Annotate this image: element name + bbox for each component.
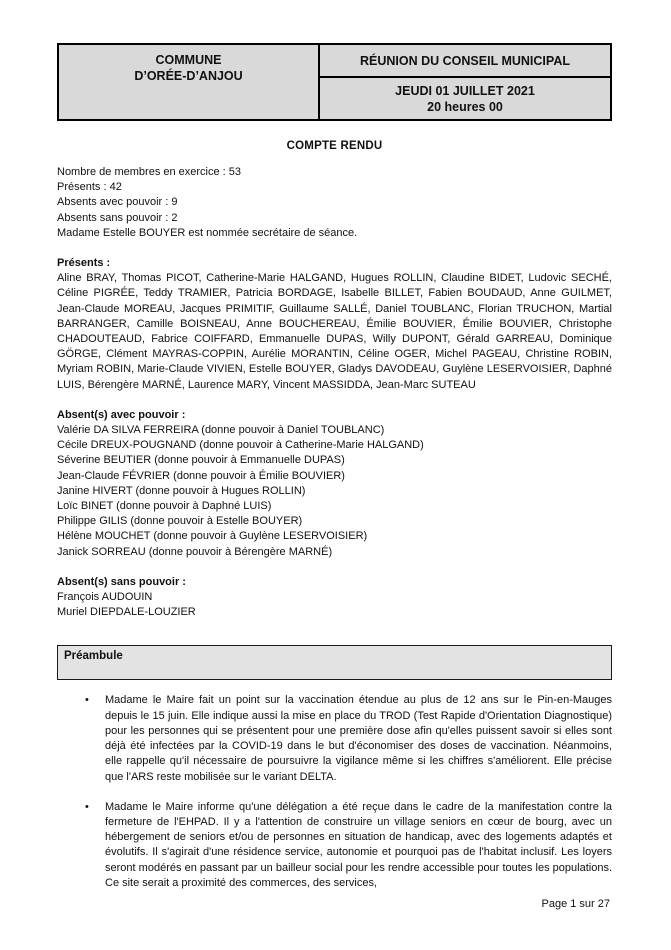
header-table <box>57 43 612 121</box>
presents-heading: Présents : <box>57 257 111 270</box>
absent-sans-pouvoir-line: François AUDOUIN <box>57 591 153 604</box>
meeting-datetime-cell <box>320 78 610 119</box>
page-number: Page 1 sur 27 <box>541 898 610 910</box>
commune-name-line1: COMMUNE <box>155 53 222 67</box>
meeting-title: RÉUNION DU CONSEIL MUNICIPAL <box>360 53 570 68</box>
commune-cell <box>59 45 320 119</box>
meeting-time: 20 heures 00 <box>427 99 503 114</box>
absent-avec-pouvoir-line: Séverine BEUTIER (donne pouvoir à Emmanuelle DUPAS) <box>57 454 345 467</box>
preambule-bullet-list <box>57 693 612 890</box>
stat-line-secretaire: Madame Estelle BOUYER est nommée secrétaire de séance. <box>57 226 358 239</box>
absent-avec-pouvoir-line: Philippe GILIS (donne pouvoir à Estelle BOUYER) <box>57 515 303 528</box>
absent-sans-pouvoir-line: Muriel DIEPDALE-LOUZIER <box>57 606 196 619</box>
absent-avec-pouvoir-line: Valérie DA SILVA FERREIRA (donne pouvoir à Daniel TOUBLANC) <box>57 424 385 437</box>
meeting-date: JEUDI 01 JUILLET 2021 <box>395 83 535 98</box>
absents-avec-pouvoir-list <box>57 423 612 560</box>
meeting-title-cell <box>320 45 610 78</box>
bullet-item-ehpad <box>57 800 612 891</box>
commune-name-line2: D’ORÉE-D’ANJOU <box>134 69 243 83</box>
stat-line-absents-sans-pouvoir: Absents sans pouvoir : 2 <box>57 211 178 224</box>
stat-line-presents: Présents : 42 <box>57 181 122 194</box>
bullet-text-vaccination: Madame le Maire fait un point sur la vaccination étendue au plus de 12 ans sur le Pin-en-Mauges depuis le 15 juin. Elle indique aussi la mise en place du TROD (Test Rapide d'Orientation Diagnostique) pour les personnes qui se présentent pour une première dose afin qu'elles puissent savoir si elles sont déjà été infectées par la COVID-19 dans le but d'économiser des doses de vaccination. Néanmoins, elle rappelle qu'il nécessaire de poursuivre la vigilance même si les chiffres s'améliorent. Elle précise que l'ARS reste mobilisée sur le variant DELTA. <box>105 694 612 783</box>
absents-avec-pouvoir-heading: Absent(s) avec pouvoir : <box>57 408 186 421</box>
absent-avec-pouvoir-line: Janick SORREAU (donne pouvoir à Bérengère MARNÉ) <box>57 545 333 558</box>
presents-names: Aline BRAY, Thomas PICOT, Catherine-Marie HALGAND, Hugues ROLLIN, Claudine BIDET, Ludovic SECHÉ, Céline PIGRÉE, Teddy TRAMIER, Patricia BORDAGE, Isabelle BILLET, Fabien BOUDAUD, Anne GUILMET, Jean-Claude MOREAU, Jacques PRIMITIF, Guillaume SALLÉ, Daniel TOUBLANC, Florian TRUCHON, Martial BARRANGER, Camille BOISNEAU, Anne BOUCHEREAU, Émilie BOUVIER, Émilie BOUVIER, Christophe CHADOUTEAUD, Fabrice COIFFARD, Emmanuelle DUPAS, Willy DUPONT, Gérald GARREAU, Dominique GÖRGE, Clément MAYRAS-COPPIN, Aurélie MORANTIN, Céline OGER, Michel PAGEAU, Christine ROBIN, Myriam ROBIN, Marie-Claude VIVIEN, Estelle BOUYER, Gladys DAVODEAU, Guylène LESERVOISIER, Daphné LUIS, Bérengère MARNÉ, Laurence MARY, Vincent MASSIDDA, Jean-Marc SUTEAU <box>57 272 612 391</box>
bullet-icon: • <box>85 694 89 707</box>
preambule-banner <box>57 645 612 680</box>
stat-line-absents-avec-pouvoir: Absents avec pouvoir : 9 <box>57 196 178 209</box>
stat-line-membres: Nombre de membres en exercice : 53 <box>57 166 242 178</box>
absents-sans-pouvoir-list <box>57 590 612 620</box>
document-title: COMPTE RENDU <box>286 140 383 152</box>
absent-avec-pouvoir-line: Cécile DREUX-POUGNAND (donne pouvoir à Catherine-Marie HALGAND) <box>57 439 424 452</box>
absent-avec-pouvoir-line: Janine HIVERT (donne pouvoir à Hugues ROLLIN) <box>57 484 306 497</box>
bullet-text-ehpad: Madame le Maire informe qu'une délégation a été reçue dans le cadre de la manifestation contre la fermeture de l'EHPAD. Il y a l'attention de construire un village seniors en cœur de bourg, avec un hébergement de seniors et/ou de personnes en situation de handicap, avec des logements adaptés et évolutifs. Il s'agirait d'une résidence service, autonomie et pourquoi pas de l'habitat inclusif. Les loyers seront modérés en passant par un bailleur social pour les rendre accessible pour toutes les populations. Ce site serait a proximité des commerces, des services, <box>105 800 612 889</box>
absent-avec-pouvoir-line: Hélène MOUCHET (donne pouvoir à Guylène LESERVOISIER) <box>57 530 368 543</box>
preambule-title: Préambule <box>64 650 123 663</box>
bullet-item-vaccination <box>57 693 612 784</box>
header-right-column <box>320 45 610 119</box>
absents-sans-pouvoir-heading: Absent(s) sans pouvoir : <box>57 575 186 588</box>
stats-block <box>57 165 612 241</box>
bullet-icon: • <box>85 800 89 813</box>
absent-avec-pouvoir-line: Loïc BINET (donne pouvoir à Daphné LUIS) <box>57 500 272 513</box>
absent-avec-pouvoir-line: Jean-Claude FÉVRIER (donne pouvoir à Émilie BOUVIER) <box>57 469 345 482</box>
